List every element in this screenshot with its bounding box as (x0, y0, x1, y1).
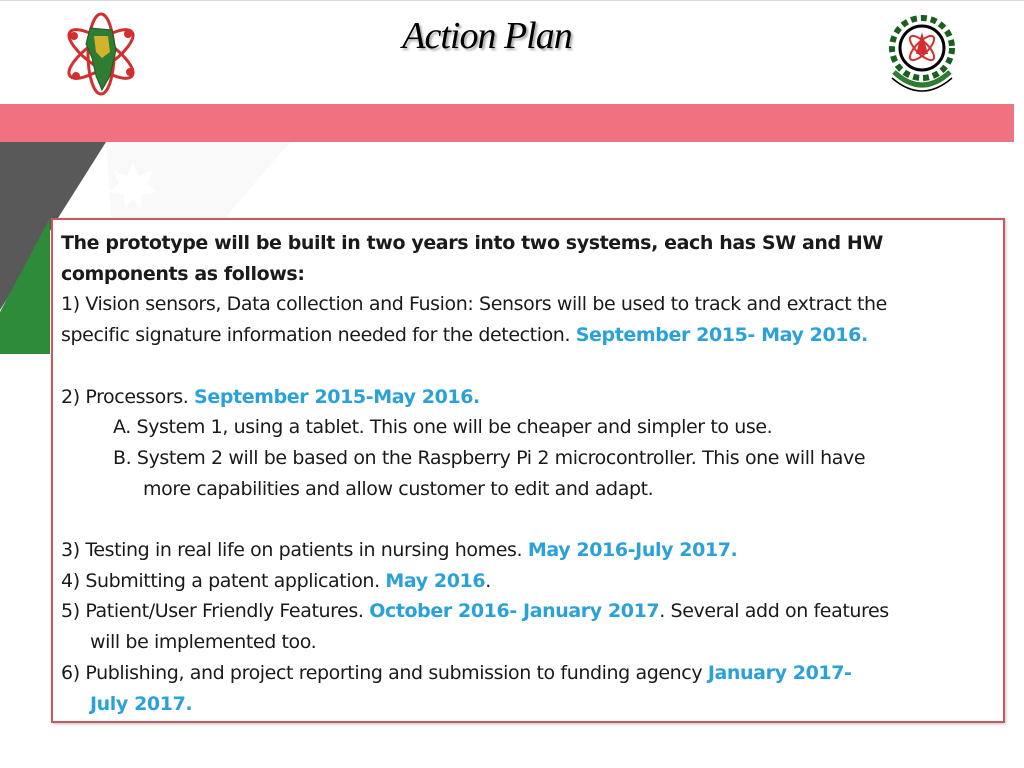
item-5-text: 5) Patient/User Friendly Features. (61, 600, 364, 623)
item-2a-text: A. System 1, using a tablet. This one will be cheaper and simpler to use. (113, 416, 773, 439)
item-2b-line-1 (61, 443, 1001, 474)
item-3-text: 3) Testing in real life on patients in nursing homes. (61, 539, 523, 561)
item-5-rest: . Several add on features (659, 600, 889, 623)
item-1-line-2 (61, 320, 1001, 351)
item-5-line-1 (61, 596, 1001, 627)
item-4-line (61, 566, 1001, 597)
item-6-line-2 (61, 689, 1001, 720)
header-band (0, 104, 1014, 142)
item-6-date-1: January 2017- (707, 661, 852, 684)
intro-line-1 (61, 228, 1001, 259)
item-4-end: . (485, 569, 491, 592)
item-5-line-2 (61, 627, 1001, 658)
item-2-date: September 2015-May 2016. (194, 385, 480, 408)
spacer (61, 504, 1001, 535)
intro-line-2 (61, 259, 1001, 290)
page-title: Action Plan (402, 15, 572, 57)
item-4-text: 4) Submitting a patent application. (61, 569, 380, 592)
item-2-text: 2) Processors. (61, 385, 189, 408)
item-3-date: May 2016-July 2017. (527, 539, 738, 561)
item-1-text: 1) Vision sensors, Data collection and Fusion: Sensors will be used to track and extract the (61, 293, 887, 316)
item-2b-text-2: more capabilities and allow customer to edit and adapt. (143, 477, 654, 500)
item-5-date: October 2016- January 2017 (369, 600, 660, 623)
item-6-date-2: July 2017. (90, 692, 193, 715)
item-2b-line-2 (61, 474, 1001, 505)
spacer (61, 351, 1001, 382)
item-1-line-1 (61, 289, 1001, 320)
item-4-date: May 2016 (385, 569, 486, 592)
item-2a-line (61, 412, 1001, 443)
item-6-text: 6) Publishing, and project reporting and submission to funding agency (61, 661, 703, 684)
item-2-line (61, 382, 1001, 413)
item-1-date: September 2015- May 2016. (575, 324, 868, 347)
intro-text-1: The prototype will be built in two years into two systems, each has SW and HW (61, 232, 883, 254)
item-3-line (61, 535, 1001, 566)
header-band-gap (1014, 104, 1024, 142)
item-1-text-2: specific signature information needed for the detection. (61, 324, 571, 347)
intro-text-2: components as follows: (61, 262, 305, 285)
item-6-line-1 (61, 658, 1001, 689)
item-5-text-2: will be implemented too. (90, 631, 317, 654)
action-plan-text (61, 228, 1001, 719)
item-2b-text: B. System 2 will be based on the Raspberry Pi 2 microcontroller. This one will have (113, 446, 866, 469)
